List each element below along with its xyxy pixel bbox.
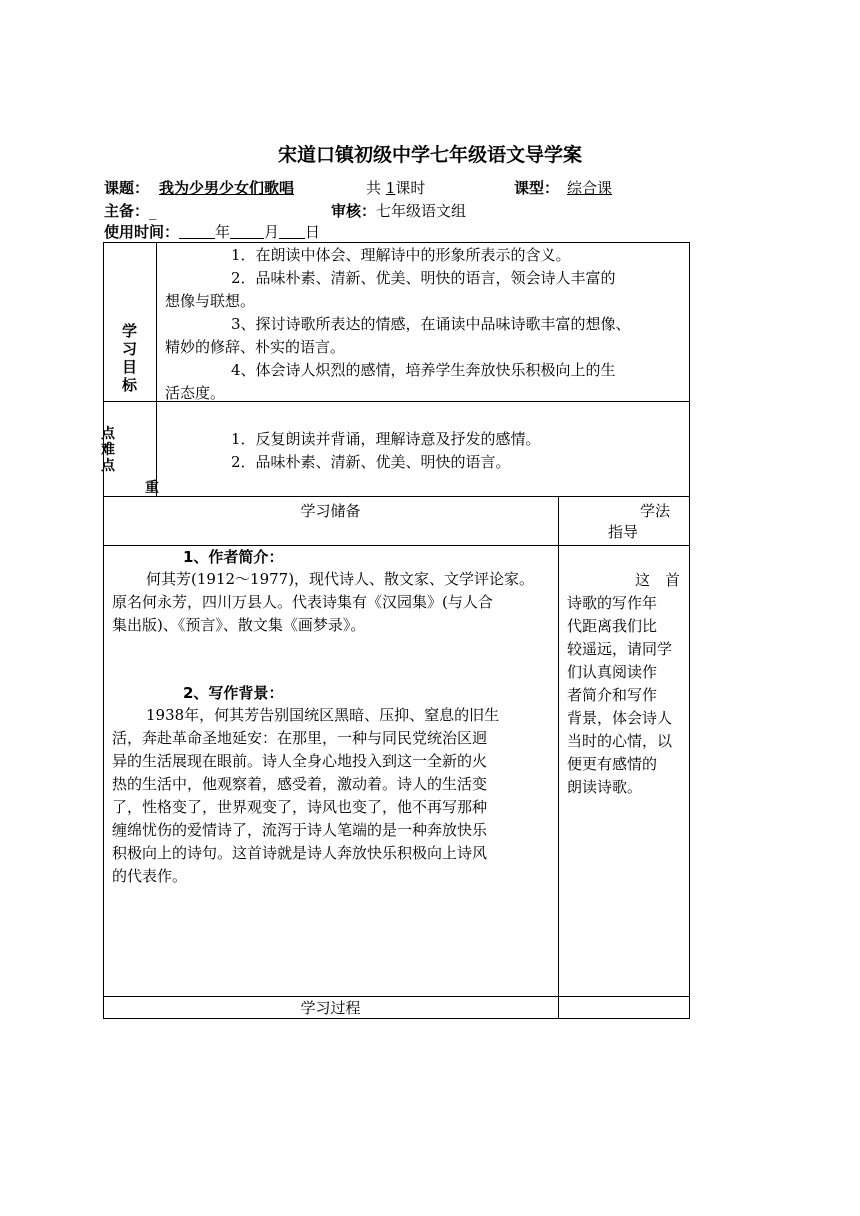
- author-line-2: 原名何永芳，四川万县人。代表诗集有《汉园集》(与人合: [112, 593, 493, 611]
- background-line-7: 积极向上的诗句。这首诗就是诗人奔放快乐积极向上诗风: [112, 844, 488, 862]
- guide-line-3: 代距离我们比: [567, 617, 658, 635]
- guide-line-8: 当时的心情，以: [567, 732, 673, 750]
- day-blank: [279, 224, 305, 239]
- lead-preparer: [104, 201, 157, 221]
- sessions-count: 1: [385, 179, 396, 197]
- background-line-4: 热的生活中，他观察着，感受着，激动着。诗人的生活变: [112, 775, 488, 793]
- review-label: 审核：: [331, 202, 377, 220]
- process-header: 学习过程: [300, 999, 361, 1017]
- author-line-1: 何其芳(1912～1977)，现代诗人、散文家、文学评论家。: [146, 570, 535, 588]
- background-line-1: 1938年，何其芳告别国统区黑暗、压抑、窒息的旧生: [146, 706, 500, 724]
- objectives-label: 学 习 目 标: [122, 322, 138, 394]
- time-label: 使用时间：: [104, 223, 180, 241]
- keypoints-label: 点 难 点: [101, 426, 115, 474]
- guide-line-4: 较遥远，请同学: [567, 640, 673, 658]
- month-blank: [230, 224, 264, 239]
- guide-line-5: 们认真阅读作: [567, 663, 658, 681]
- document-title: 宋道口镇初级中学七年级语文导学案: [277, 144, 582, 166]
- objective-3-cont: 精妙的修辞、朴实的语言。: [165, 338, 346, 356]
- author-line-3: 集出版)、《预言》、散文集《画梦录》。: [112, 616, 366, 634]
- background-heading: 2、写作背景：: [183, 684, 284, 702]
- guide-text: [567, 569, 685, 799]
- background-text: [112, 704, 557, 888]
- keypoint-2: 2．品味朴素、清新、优美、明快的语言。: [231, 453, 511, 471]
- guide-header-2: 指导: [608, 523, 639, 541]
- usage-time: [104, 222, 320, 242]
- guide-line-9: 便更有感情的: [567, 755, 658, 773]
- background-line-5: 了，性格变了，世界观变了，诗风也变了，他不再写那种: [112, 798, 488, 816]
- objectives-list: [165, 244, 687, 405]
- guide-line-2: 诗歌的写作年: [567, 594, 658, 612]
- guide-header-1: 学法: [640, 502, 671, 520]
- reviewer: [331, 201, 466, 221]
- type-value: 综合课: [567, 179, 613, 197]
- review-value: 七年级语文组: [376, 202, 467, 220]
- objective-4: 4、体会诗人炽烈的感情，培养学生奔放快乐积极向上的生: [231, 361, 616, 379]
- objective-2: 2．品味朴素、清新、优美、明快的语言，领会诗人丰富的: [231, 269, 616, 287]
- type-label: 课型：: [514, 179, 560, 197]
- year-blank: [179, 224, 215, 239]
- meta-row-topic: [104, 178, 294, 198]
- preparation-header: 学习储备: [300, 502, 361, 520]
- sessions: [366, 178, 425, 198]
- objective-2-cont: 想像与联想。: [165, 292, 256, 310]
- keypoints-label-heavy: 重: [145, 480, 159, 496]
- lead-value: _: [149, 202, 157, 220]
- sessions-prefix: 共: [366, 179, 382, 197]
- background-line-8: 的代表作。: [112, 867, 188, 885]
- guide-line-6: 者简介和写作: [567, 686, 658, 704]
- author-text: [112, 568, 557, 637]
- topic-value: 我为少男少女们歌唱: [159, 179, 295, 197]
- objective-3: 3、探讨诗歌所表达的情感，在诵读中品味诗歌丰富的想像、: [231, 315, 631, 333]
- guide-column-divider: [558, 496, 559, 1019]
- background-line-6: 缠绵忧伤的爱情诗了，流泻于诗人笔端的是一种奔放快乐: [112, 821, 488, 839]
- guide-line-10: 朗读诗歌。: [567, 778, 643, 796]
- guide-line-7: 背景，体会诗人: [567, 709, 673, 727]
- keypoint-1: 1．反复朗读并背诵，理解诗意及抒发的感情。: [231, 430, 541, 448]
- objectives-divider: [156, 242, 157, 402]
- lead-label: 主备：: [104, 202, 150, 220]
- month-label: 月: [264, 223, 280, 241]
- background-line-2: 活，奔赴革命圣地延安：在那里，一种与同民党统治区迥: [112, 729, 488, 747]
- guide-line-1: 这 首: [635, 571, 681, 589]
- objective-4-cont: 活态度。: [165, 384, 226, 402]
- background-line-3: 异的生活展现在眼前。诗人全身心地投入到这一全新的火: [112, 752, 488, 770]
- author-heading: 1、作者简介：: [183, 548, 284, 566]
- day-label: 日: [305, 223, 321, 241]
- objective-1: 1．在朗读中体会、理解诗中的形象所表示的含义。: [231, 246, 571, 264]
- lesson-type: [514, 178, 612, 198]
- year-label: 年: [215, 223, 231, 241]
- topic-label: 课题：: [104, 179, 150, 197]
- keypoints-list: [231, 428, 541, 474]
- sessions-suffix: 课时: [395, 179, 426, 197]
